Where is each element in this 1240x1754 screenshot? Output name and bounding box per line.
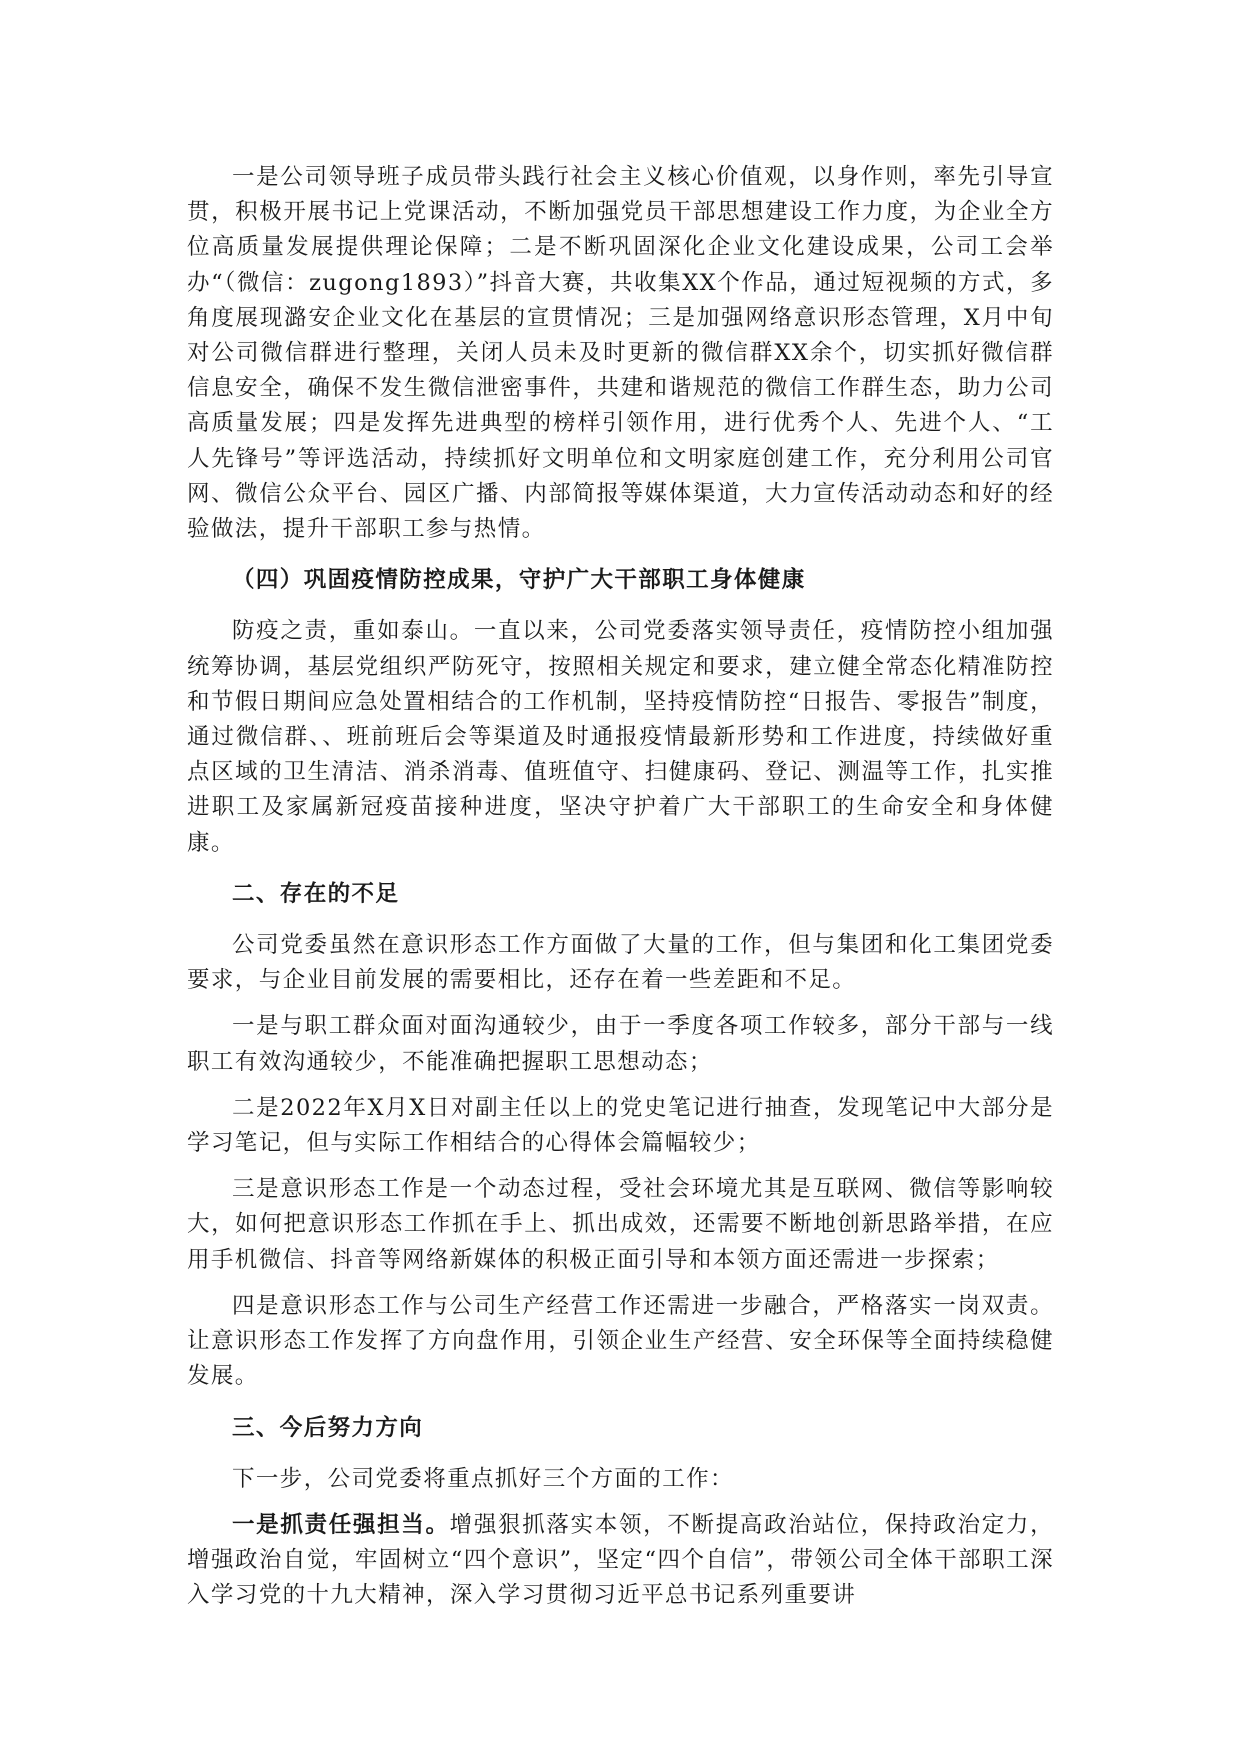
section-heading-shortcomings: 二、存在的不足 [232, 880, 400, 907]
paragraph-lead-text: 一是抓责任强担当。 [232, 1511, 450, 1538]
paragraph-shortcomings-intro: 公司党委虽然在意识形态工作方面做了大量的工作，但与集团和化工集团党委要求，与企业目前发展的需要相比，还存在着一些差距和不足。 [187, 932, 1054, 994]
paragraph-next-steps-intro: 下一步，公司党委将重点抓好三个方面的工作： [232, 1465, 734, 1492]
paragraph-epidemic-prevention: 防疫之责，重如泰山。一直以来，公司党委落实领导责任，疫情防控小组加强统筹协调，基层党组织严防死守，按照相关规定和要求，建立健全常态化精准防控和节假日期间应急处置相结合的工作机制，坚持疫情防控“日报告、零报告”制度，通过微信群、、班前班后会等渠道及时通报疫情最新形势和工作进度，持续做好重点区域的卫生清洁、消杀消毒、值班值守、扫健康码、登记、测温等工作，扎实推进职工及家属新冠疫苗接种进度，坚决守护着广大干部职工的生命安全和身体健康。 [187, 618, 1054, 856]
paragraph-body-text: 增强狠抓落实本领，不断提高政治站位，保持政治定力，增强政治自觉，牢固树立“四个意识”，坚定“四个自信”，带领公司全体干部职工深入学习党的十九大精神，深入学习贯彻习近平总书记系列重要讲 [187, 1511, 1054, 1609]
paragraph-shortcoming-2: 二是2022年X月X日对副主任以上的党史笔记进行抽查，发现笔记中大部分是学习笔记，但与实际工作相结合的心得体会篇幅较少； [187, 1094, 1054, 1157]
paragraph-responsibility [187, 1508, 1054, 1614]
section-heading-epidemic-prevention: （四）巩固疫情防控成果，守护广大干部职工身体健康 [232, 567, 806, 594]
paragraph-shortcoming-1: 一是与职工群众面对面沟通较少，由于一季度各项工作较多，部分干部与一线职工有效沟通较少，不能准确把握职工思想动态； [187, 1013, 1054, 1075]
paragraph-shortcoming-4: 四是意识形态工作与公司生产经营工作还需进一步融合，严格落实一岗双责。让意识形态工作发挥了方向盘作用，引领企业生产经营、安全环保等全面持续稳健发展。 [187, 1292, 1054, 1390]
paragraph-shortcoming-3: 三是意识形态工作是一个动态过程，受社会环境尤其是互联网、微信等影响较大，如何把意识形态工作抓在手上、抓出成效，还需要不断地创新思路举措，在应用手机微信、抖音等网络新媒体的积极正面引导和本领方面还需进一步探索； [187, 1176, 1054, 1273]
paragraph-ideology-work-items: 一是公司领导班子成员带头践行社会主义核心价值观，以身作则，率先引导宣贯，积极开展书记上党课活动，不断加强党员干部思想建设工作力度，为企业全方位高质量发展提供理论保障；二是不断巩固深化企业文化建设成果，公司工会举办“（微信：zugong1893）”抖音大赛，共收集XX个作品，通过短视频的方式，多角度展现潞安企业文化在基层的宣贯情况；三是加强网络意识形态管理，X月中旬对公司微信群进行整理，关闭人员未及时更新的微信群XX余个，切实抓好微信群信息安全，确保不发生微信泄密事件，共建和谐规范的微信工作群生态，助力公司高质量发展；四是发挥先进典型的榜样引领作用，进行优秀个人、先进个人、“工人先锋号”等评选活动，持续抓好文明单位和文明家庭创建工作，充分利用公司官网、微信公众平台、园区广播、内部简报等媒体渠道，大力宣传活动动态和好的经验做法，提升干部职工参与热情。 [187, 164, 1054, 543]
document-body [187, 160, 1054, 1614]
section-heading-future-direction: 三、今后努力方向 [232, 1414, 424, 1441]
